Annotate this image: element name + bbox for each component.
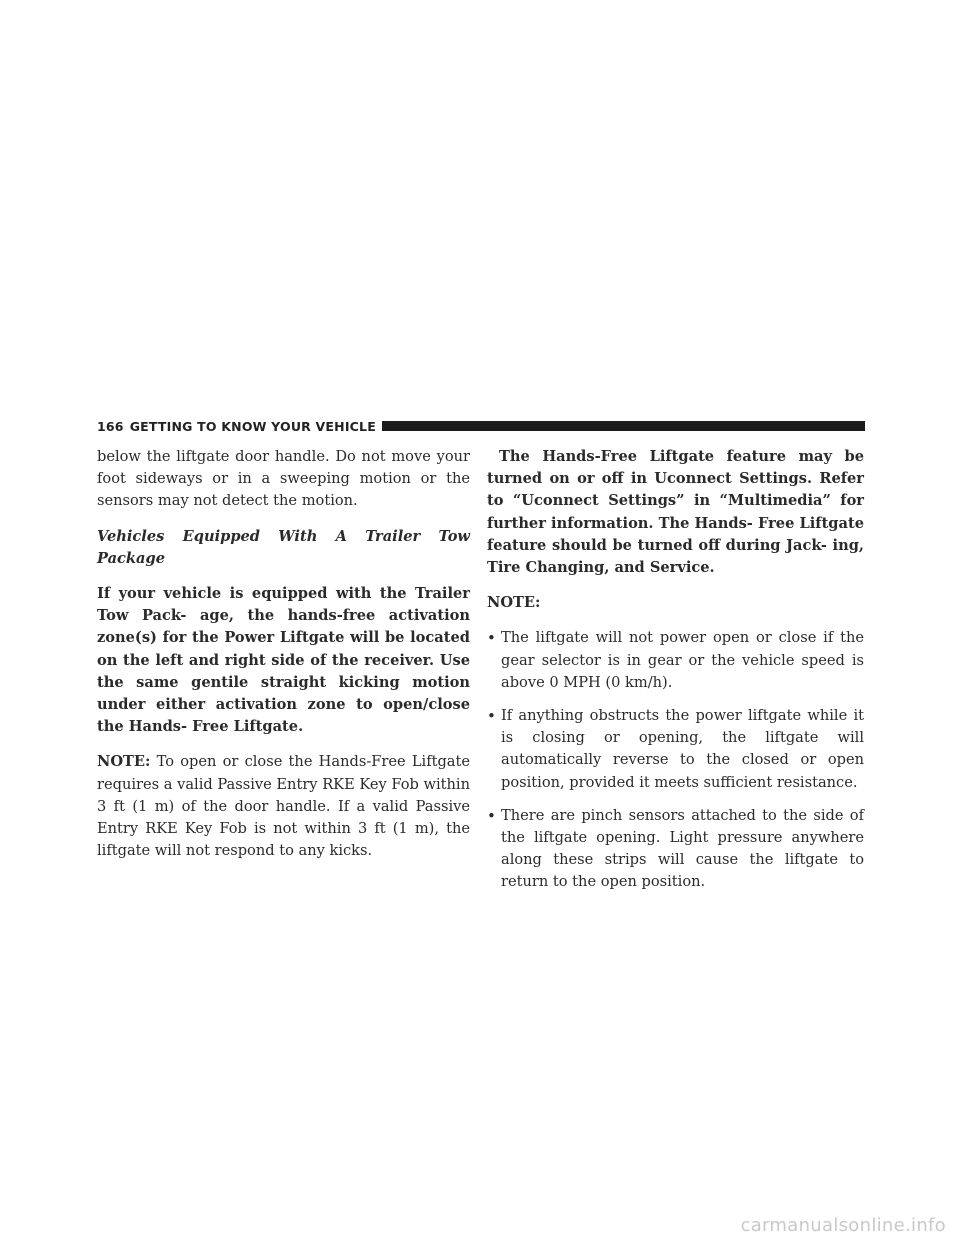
section-title: GETTING TO KNOW YOUR VEHICLE — [129, 418, 376, 434]
bullet-icon: • — [487, 629, 496, 648]
note-heading: NOTE: — [487, 594, 541, 612]
bullet-icon: • — [487, 707, 496, 726]
trailer-tow-paragraph: If your vehicle is equipped with the Trailer Tow Pack- age, the hands-free activation zone(s) for the Power Liftgate will be located on the left and right side of the receiver. Use the same gentile straight kicking motion under either activation zone to open/close the Hands- Free Liftgate. — [97, 585, 470, 736]
uconnect-paragraph: The Hands-Free Liftgate feature may be turned on or off in Uconnect Settings. Refer to “Uconnect Settings” in “Multimedia” for further information. The Hands- Free Liftgate feature should be turned off during Jack- ing, Tire Changing, and Service. — [487, 448, 864, 577]
bullet-text: There are pinch sensors attached to the side of the liftgate opening. Light pressure anywhere along these strips will cause the liftgate to return to the open position. — [501, 806, 864, 891]
list-item — [487, 705, 864, 794]
list-item — [487, 805, 864, 894]
page-header — [97, 418, 865, 434]
note-text: To open or close the Hands-Free Liftgate requires a valid Passive Entry RKE Key Fob within 3 ft (1 m) of the door handle. If a valid Passive Entry RKE Key Fob is not within 3 ft (1 m), the liftgate will not respond to any kicks. — [97, 753, 471, 860]
continuation-paragraph: below the liftgate door handle. Do not move your foot sideways or in a sweeping motion or the sensors may not detect the motion. — [97, 448, 470, 510]
page-number: 166 — [97, 418, 124, 434]
bullet-icon: • — [487, 806, 496, 825]
header-rule — [382, 421, 865, 431]
note-paragraph — [97, 751, 470, 862]
bullet-text: If anything obstructs the power liftgate while it is closing or opening, the liftgate will automatically reverse to the closed or open position, provided it meets sufficient resistance. — [501, 707, 864, 791]
list-item — [487, 627, 864, 694]
right-column — [487, 446, 864, 905]
bullet-text: The liftgate will not power open or close if the gear selector is in gear or the vehicle speed is above 0 MPH (0 km/h). — [501, 629, 864, 691]
trailer-tow-heading: Vehicles Equipped With A Trailer Tow Package — [97, 527, 470, 567]
watermark: carmanualsonline.info — [740, 1215, 946, 1236]
note-label: NOTE: — [97, 753, 151, 771]
left-column — [97, 446, 470, 875]
